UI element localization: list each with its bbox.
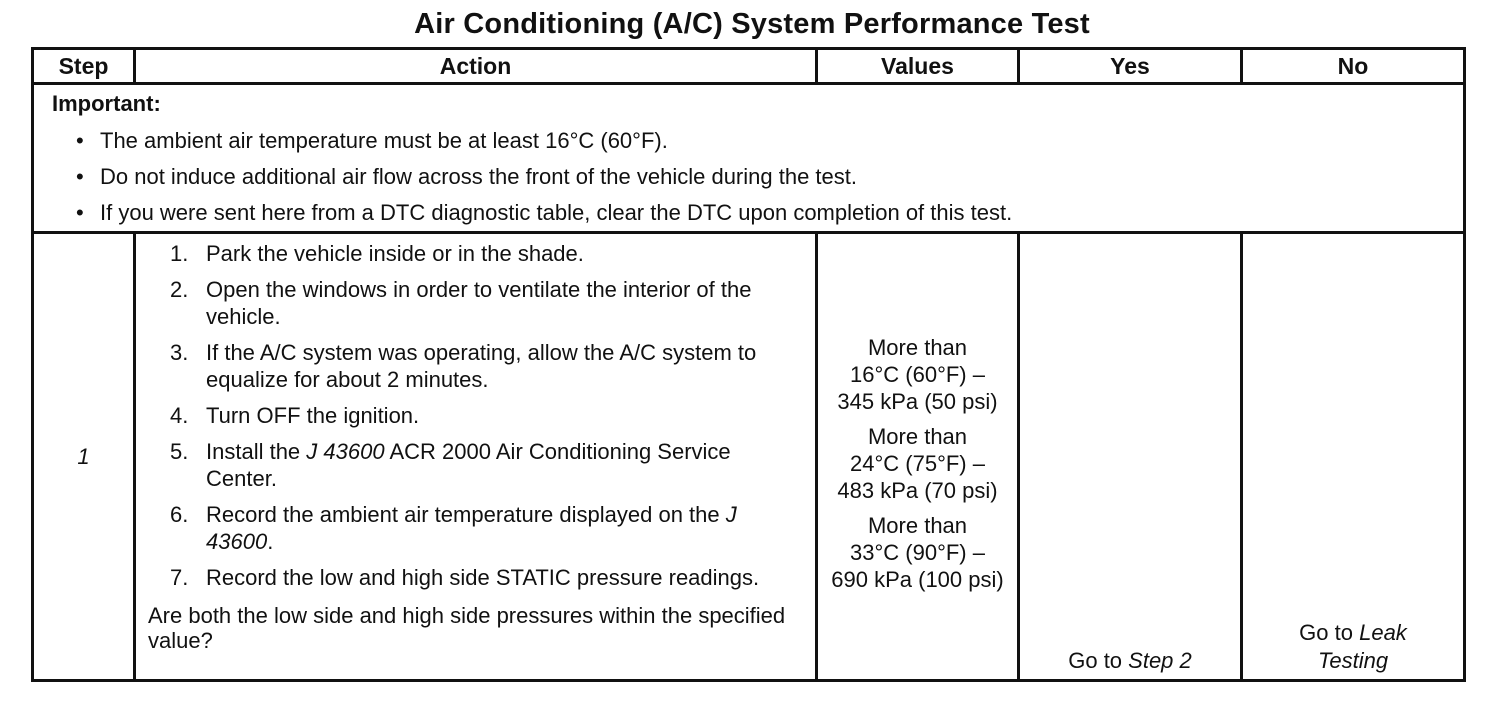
value-spec: More than 33°C (90°F) – 690 kPa (100 psi) <box>831 513 1004 592</box>
page-title: Air Conditioning (A/C) System Performance Test <box>414 8 1090 40</box>
step-link[interactable]: Step 2 <box>1128 648 1192 673</box>
action-item: 5. Install the J 43600 ACR 2000 Air Conditioning Service Center. <box>170 439 731 491</box>
action-item: 7. Record the low and high side STATIC pressure readings. <box>170 565 760 590</box>
action-cell <box>135 233 817 681</box>
step-question: Are both the low side and high side pressures within the specified value? <box>148 603 786 653</box>
action-item: 6. Record the ambient air temperature displayed on the J 43600. <box>170 502 737 554</box>
important-notice <box>33 84 1465 233</box>
important-bullet: • The ambient air temperature must be at least 16°C (60°F). <box>52 123 1463 159</box>
tool-reference: J 43600 <box>206 502 737 554</box>
action-list <box>148 240 805 591</box>
action-item: 1. Park the vehicle inside or in the shade. <box>170 241 584 266</box>
yes-result: Go to Step 2 <box>1019 233 1242 681</box>
step-row <box>33 233 1465 681</box>
important-row <box>33 84 1465 233</box>
value-spec: More than 16°C (60°F) – 345 kPa (50 psi) <box>837 335 998 414</box>
step-number: 1 <box>33 233 135 681</box>
bullet-icon: • <box>76 164 84 189</box>
important-bullet-list <box>52 123 1463 231</box>
bullet-icon: • <box>76 200 84 225</box>
tool-reference: J 43600 <box>306 439 385 464</box>
value-spec: More than 24°C (75°F) – 483 kPa (70 psi) <box>837 424 998 503</box>
important-label: Important: <box>52 91 161 116</box>
column-header-step: Step <box>33 49 135 84</box>
leak-testing-link-continued[interactable]: Testing <box>1317 648 1389 673</box>
column-header-yes: Yes <box>1019 49 1242 84</box>
performance-test-table <box>31 47 1466 682</box>
values-cell <box>817 233 1019 681</box>
header-row <box>33 49 1465 84</box>
column-header-no: No <box>1242 49 1465 84</box>
important-bullet: • Do not induce additional air flow across the front of the vehicle during the test. <box>52 159 1463 195</box>
column-header-values: Values <box>817 49 1019 84</box>
action-item: 4. Turn OFF the ignition. <box>170 403 420 428</box>
action-item: 2. Open the windows in order to ventilate the interior of the vehicle. <box>170 277 752 329</box>
action-item: 3. If the A/C system was operating, allow the A/C system to equalize for about 2 minutes. <box>170 340 757 392</box>
no-result: Go to Leak Testing <box>1242 233 1465 681</box>
column-header-action: Action <box>135 49 817 84</box>
bullet-icon: • <box>76 128 84 153</box>
important-bullet: • If you were sent here from a DTC diagnostic table, clear the DTC upon completion of this test. <box>52 195 1463 231</box>
leak-testing-link[interactable]: Leak <box>1359 620 1407 645</box>
